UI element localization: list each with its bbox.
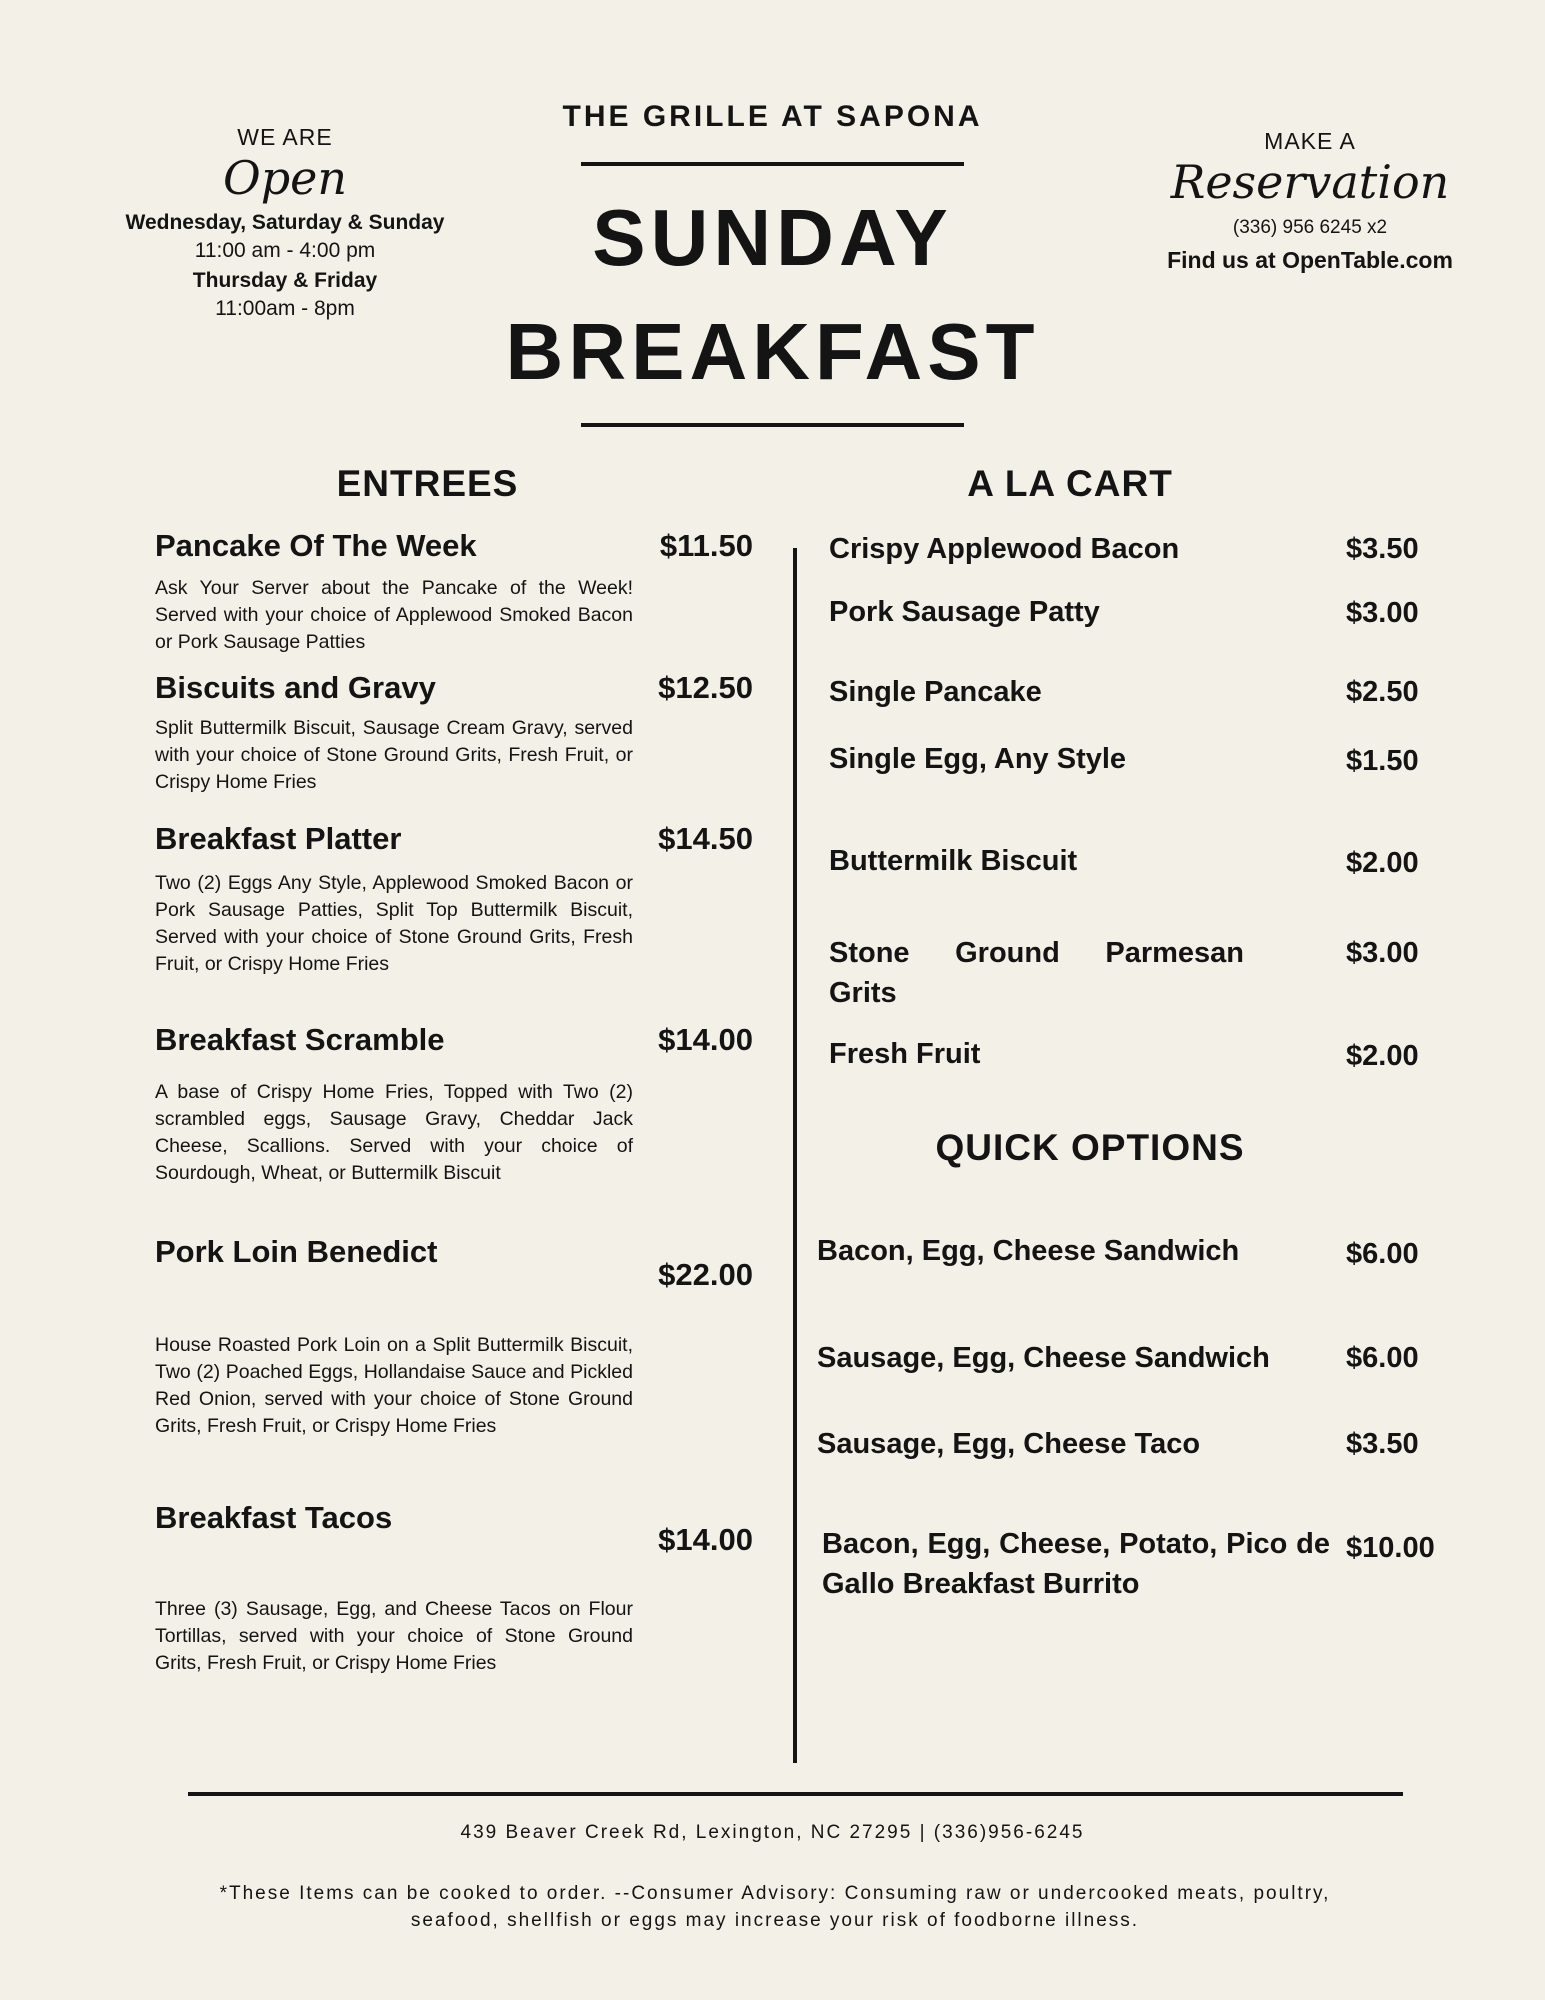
a-la-cart-heading: A LA CART bbox=[967, 463, 1173, 504]
reservation-block bbox=[1140, 128, 1480, 274]
hours-days-2: Thursday & Friday bbox=[192, 269, 378, 292]
entrees-heading: ENTREES bbox=[336, 463, 519, 504]
make-a-label: MAKE A bbox=[1264, 128, 1356, 154]
a-la-cart-item-name: Fresh Fruit bbox=[829, 1038, 981, 1070]
entree-name: Pork Loin Benedict bbox=[155, 1234, 438, 1269]
open-script: Open bbox=[222, 151, 347, 205]
page-title-line-2: BREAKFAST bbox=[505, 307, 1040, 396]
a-la-cart-item-price: $3.50 bbox=[1346, 533, 1419, 565]
entree-description: Split Buttermilk Biscuit, Sausage Cream Gravy, served with your choice of Stone Ground Grits, Fresh Fruit, or Crispy Home Fries bbox=[155, 717, 633, 793]
column-divider bbox=[793, 548, 797, 1763]
a-la-cart-item-price: $1.50 bbox=[1346, 745, 1419, 777]
restaurant-name: THE GRILLE AT SAPONA bbox=[562, 100, 983, 133]
entree-description: House Roasted Pork Loin on a Split Buttermilk Biscuit, Two (2) Poached Eggs, Hollandaise Sauce and Pickled Red Onion, served with your choice of Stone Ground Grits, Fresh Fruit, or Crispy Home Fries bbox=[155, 1334, 633, 1437]
entree-price: $11.50 bbox=[659, 528, 753, 563]
consumer-advisory: *These Items can be cooked to order. --Consumer Advisory: Consuming raw or undercooked meats, poultry, seafood, shellfish or eggs may increase your risk of foodborne illness. bbox=[219, 1883, 1331, 1931]
a-la-cart-item-price: $3.00 bbox=[1346, 937, 1419, 969]
entree-description: Ask Your Server about the Pancake of the Week! Served with your choice of Applewood Smoked Bacon or Pork Sausage Patties bbox=[155, 577, 633, 653]
a-la-cart-item-price: $2.50 bbox=[1346, 676, 1419, 708]
a-la-cart-item-price: $3.00 bbox=[1346, 597, 1419, 629]
hours-days-1: Wednesday, Saturday & Sunday bbox=[125, 211, 445, 234]
reservation-script: Reservation bbox=[1170, 155, 1450, 209]
entree-name: Pancake Of The Week bbox=[155, 528, 477, 563]
hours-block bbox=[85, 124, 485, 321]
hours-time-2: 11:00am - 8pm bbox=[215, 297, 355, 320]
a-la-cart-item-name: Pork Sausage Patty bbox=[829, 596, 1100, 628]
quick-option-name: Sausage, Egg, Cheese Sandwich bbox=[817, 1342, 1270, 1374]
entree-price: $22.00 bbox=[658, 1257, 753, 1292]
a-la-cart-item-price: $2.00 bbox=[1346, 847, 1419, 879]
entree-description: A base of Crispy Home Fries, Topped with Two (2) scrambled eggs, Sausage Gravy, Cheddar Jack Cheese, Scallions. Served with your choice of Sourdough, Wheat, or Buttermilk Biscuit bbox=[155, 1081, 633, 1184]
we-are-label: WE ARE bbox=[237, 124, 333, 150]
a-la-cart-item-name: Crispy Applewood Bacon bbox=[829, 533, 1180, 565]
reservation-phone: (336) 956 6245 x2 bbox=[1232, 217, 1388, 238]
a-la-cart-item-name: Stone Ground Parmesan Grits bbox=[829, 937, 1244, 1009]
entree-price: $12.50 bbox=[658, 670, 753, 705]
a-la-cart-item-price: $2.00 bbox=[1346, 1040, 1419, 1072]
entree-description: Three (3) Sausage, Egg, and Cheese Tacos on Flour Tortillas, served with your choice of Stone Ground Grits, Fresh Fruit, or Crispy Home Fries bbox=[155, 1598, 633, 1674]
quick-option-name: Bacon, Egg, Cheese, Potato, Pico de Gallo Breakfast Burrito bbox=[822, 1528, 1330, 1600]
page-title-line-1: SUNDAY bbox=[592, 193, 953, 282]
opentable-link[interactable]: Find us at OpenTable.com bbox=[1167, 247, 1453, 273]
entree-name: Breakfast Tacos bbox=[155, 1500, 393, 1535]
quick-option-price: $10.00 bbox=[1346, 1532, 1435, 1564]
entree-name: Breakfast Scramble bbox=[155, 1022, 445, 1057]
entree-name: Biscuits and Gravy bbox=[155, 670, 436, 705]
a-la-cart-item-name: Single Pancake bbox=[829, 676, 1042, 708]
header-rule-bottom bbox=[581, 423, 964, 427]
entree-description: Two (2) Eggs Any Style, Applewood Smoked Bacon or Pork Sausage Patties, Split Top Buttermilk Biscuit, Served with your choice of Stone Ground Grits, Fresh Fruit, or Crispy Home Fries bbox=[155, 872, 633, 975]
quick-option-price: $3.50 bbox=[1346, 1428, 1419, 1460]
quick-option-price: $6.00 bbox=[1346, 1342, 1419, 1374]
entree-price: $14.00 bbox=[658, 1022, 753, 1057]
quick-option-price: $6.00 bbox=[1346, 1238, 1419, 1270]
quick-option-name: Bacon, Egg, Cheese Sandwich bbox=[817, 1235, 1240, 1267]
hours-time-1: 11:00 am - 4:00 pm bbox=[194, 239, 376, 262]
quick-option-name: Sausage, Egg, Cheese Taco bbox=[817, 1428, 1201, 1460]
footer-address: 439 Beaver Creek Rd, Lexington, NC 27295 | (336)956-6245 bbox=[460, 1822, 1085, 1843]
footer-rule bbox=[188, 1792, 1403, 1796]
header-rule-top bbox=[581, 162, 964, 166]
entree-price: $14.00 bbox=[658, 1522, 753, 1557]
a-la-cart-item-name: Single Egg, Any Style bbox=[829, 743, 1127, 775]
entree-name: Breakfast Platter bbox=[155, 821, 402, 856]
entree-price: $14.50 bbox=[658, 821, 753, 856]
quick-options-heading: QUICK OPTIONS bbox=[935, 1127, 1245, 1168]
a-la-cart-item-name: Buttermilk Biscuit bbox=[829, 845, 1078, 877]
